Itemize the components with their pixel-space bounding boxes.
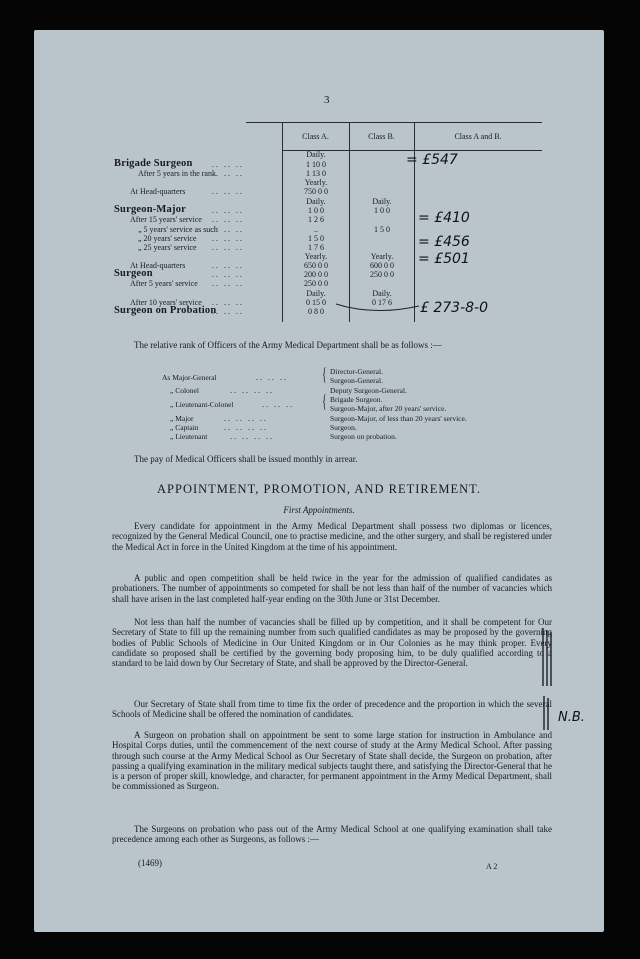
row-label: At Head-quarters	[130, 187, 186, 196]
class-a-value: Daily.	[306, 289, 326, 298]
row-label: Surgeon on Probation	[114, 305, 217, 316]
class-a-value: 200 0 0	[304, 270, 328, 279]
leader-dots: .. .. ..	[212, 169, 244, 178]
margin-note: N.B.	[558, 710, 585, 725]
leader-dots: .. .. ..	[212, 261, 244, 270]
handwritten-total: = £456	[418, 234, 470, 250]
class-b-value: 0 17 6	[372, 298, 392, 307]
class-a-value: 1 10 0	[306, 160, 326, 169]
class-a-value: Daily.	[306, 150, 326, 159]
subsection-title: First Appointments.	[283, 505, 355, 515]
leader-dots: .. .. ..	[212, 279, 244, 288]
class-a-value: 1 13 0	[306, 169, 326, 178]
row-label: After 5 years in the rank	[138, 169, 216, 178]
document-page	[34, 30, 604, 932]
handwritten-total: = £501	[418, 251, 470, 267]
rank-label: „ Lieutenant-Colonel	[170, 400, 234, 409]
paragraph: A public and open competition shall be held twice in the year for the admission of qualified candidates as probationers. The number of appointments so competed for shall be not less than half of the number of vacancies which shall have arisen in the last completed half-year ending on the 30th June or 31st December.	[112, 573, 552, 604]
leader-dots: .. .. ..	[212, 160, 244, 169]
leader-dots: .. .. ..	[212, 225, 244, 234]
leader-dots: .. .. .. ..	[224, 423, 268, 432]
leader-dots: .. .. ..	[212, 243, 244, 252]
rank-intro: The relative rank of Officers of the Army Medical Department shall be as follows :—	[134, 340, 442, 350]
handwritten-mark	[334, 298, 424, 318]
margin-bracket-mark	[540, 626, 556, 690]
leader-dots: .. .. .. ..	[230, 432, 274, 441]
column-header: Class B.	[368, 132, 395, 141]
handwritten-total: = £547	[406, 152, 458, 168]
class-b-value: 1 0 0	[374, 206, 390, 215]
rank-label: As Major-General	[162, 373, 217, 382]
row-label: „ 25 years' service	[138, 243, 197, 252]
leader-dots: .. .. ..	[212, 206, 244, 215]
paragraph: Our Secretary of State shall from time to time fix the order of precedence and the proportion in which the several Schools of Medicine shall be offered the nomination of candidates.	[112, 699, 552, 720]
rank-equivalent: Director-General.	[330, 367, 383, 376]
rank-equivalent: Surgeon on probation.	[330, 432, 397, 441]
margin-bracket-mark	[540, 694, 556, 734]
paragraph: A Surgeon on probation shall on appointment be sent to some large station for instruction in Ambulance and Hospital Corps duties, until the commencement of the next course of study at the Army Medical School. After passing through such course at the Army Medical School as Our Secretary of State shall decide, the Surgeon on probation, after passing a qualifying examination in the military medical subjects taught there, and satisfying the Director-General that he is a person of proper skill, knowledge, and character, for permanent appointment in the Army Medical Department, shall be commissioned as Surgeon.	[112, 730, 552, 792]
class-a-value: 1 0 0	[308, 206, 324, 215]
paragraph: Not less than half the number of vacancies shall be filled up by competition, and it shall be competent for Our Secretary of State to fill up the remaining number from such qualified candidates as may be proposed by the governing bodies of Public Schools of Medicine in Our United Kingdom or in Our Colonies as he may think proper. Every candidate so proposed shall be certified by the governing body proposing him, to be duly qualified according to a standard to be laid down by Our Secretary of State, and shall be approved by the Director-General.	[112, 617, 552, 669]
leader-dots: .. .. ..	[212, 234, 244, 243]
footer-print-number: (1469)	[138, 858, 162, 868]
leader-dots: .. .. ..	[212, 307, 244, 316]
class-b-value: 1 5 0	[374, 225, 390, 234]
leader-dots: .. .. ..	[212, 187, 244, 196]
handwritten-total: £ 273-8-0	[420, 300, 488, 316]
row-label: After 5 years' service	[130, 279, 198, 288]
rank-equivalent: Surgeon.	[330, 423, 357, 432]
row-label: After 10 years' service	[130, 298, 202, 307]
class-b-value: Daily.	[372, 289, 392, 298]
class-a-value: Daily.	[306, 197, 326, 206]
brace: {	[322, 364, 327, 384]
row-label: Surgeon	[114, 268, 153, 279]
pay-note: The pay of Medical Officers shall be issued monthly in arrear.	[134, 454, 358, 464]
leader-dots: .. .. ..	[262, 400, 294, 409]
class-a-value: ..	[314, 225, 318, 234]
rank-label: „ Lieutenant	[170, 432, 208, 441]
rank-equivalent: Surgeon-General.	[330, 376, 383, 385]
class-b-value: Yearly.	[370, 252, 394, 261]
row-label: After 15 years' service	[130, 215, 202, 224]
class-a-value: 1 2 6	[308, 215, 324, 224]
leader-dots: .. .. .. ..	[224, 414, 268, 423]
class-a-value: 650 0 0	[304, 261, 328, 270]
class-a-value: Yearly.	[304, 178, 328, 187]
class-a-value: 1 7 6	[308, 243, 324, 252]
paragraph: Every candidate for appointment in the Army Medical Department shall possess two diplomas or licences, recognized by the General Medical Council, one to practise medicine, and the other surgery, and shall be registered under the Medical Act in force in the United Kingdom at the time of his appointment.	[112, 521, 552, 552]
rank-equivalent: Brigade Surgeon.	[330, 395, 383, 404]
column-header: Class A.	[302, 132, 329, 141]
column-header: Class A and B.	[454, 132, 502, 141]
class-a-value: 250 0 0	[304, 279, 328, 288]
rank-equivalent: Deputy Surgeon-General.	[330, 386, 407, 395]
class-b-value: 600 0 0	[370, 261, 394, 270]
class-b-value: Daily.	[372, 197, 392, 206]
leader-dots: .. .. ..	[212, 298, 244, 307]
class-a-value: 0 8 0	[308, 307, 324, 316]
class-a-value: Yearly.	[304, 252, 328, 261]
page-number: 3	[324, 94, 330, 106]
handwritten-total: = £410	[418, 210, 470, 226]
class-a-value: 750 0 0	[304, 187, 328, 196]
row-label: „ 5 years' service as such	[138, 225, 218, 234]
rank-label: „ Captain	[170, 423, 199, 432]
leader-dots: .. .. .. ..	[230, 386, 274, 395]
table-top-rule	[246, 122, 542, 123]
row-label: At Head-quarters	[130, 261, 186, 270]
paragraph: The Surgeons on probation who pass out of the Army Medical School at one qualifying examination shall take precedence among each other as Surgeons, as follows :—	[112, 824, 552, 845]
class-b-value: 250 0 0	[370, 270, 394, 279]
rank-equivalent: Surgeon-Major, of less than 20 years' service.	[330, 414, 467, 423]
rank-label: „ Colonel	[170, 386, 199, 395]
class-a-value: 1 5 0	[308, 234, 324, 243]
section-title: APPOINTMENT, PROMOTION, AND RETIREMENT.	[157, 482, 481, 496]
leader-dots: .. .. ..	[256, 373, 288, 382]
row-label: Surgeon-Major	[114, 204, 187, 215]
rank-label: „ Major	[170, 414, 194, 423]
rank-equivalent: Surgeon-Major, after 20 years' service.	[330, 404, 447, 413]
row-label: Brigade Surgeon	[114, 158, 193, 169]
leader-dots: .. .. ..	[212, 215, 244, 224]
footer-signature-mark: A 2	[486, 862, 498, 871]
class-a-value: 0 15 0	[306, 298, 326, 307]
row-label: „ 20 years' service	[138, 234, 197, 243]
brace: {	[322, 391, 327, 411]
leader-dots: .. .. ..	[212, 270, 244, 279]
